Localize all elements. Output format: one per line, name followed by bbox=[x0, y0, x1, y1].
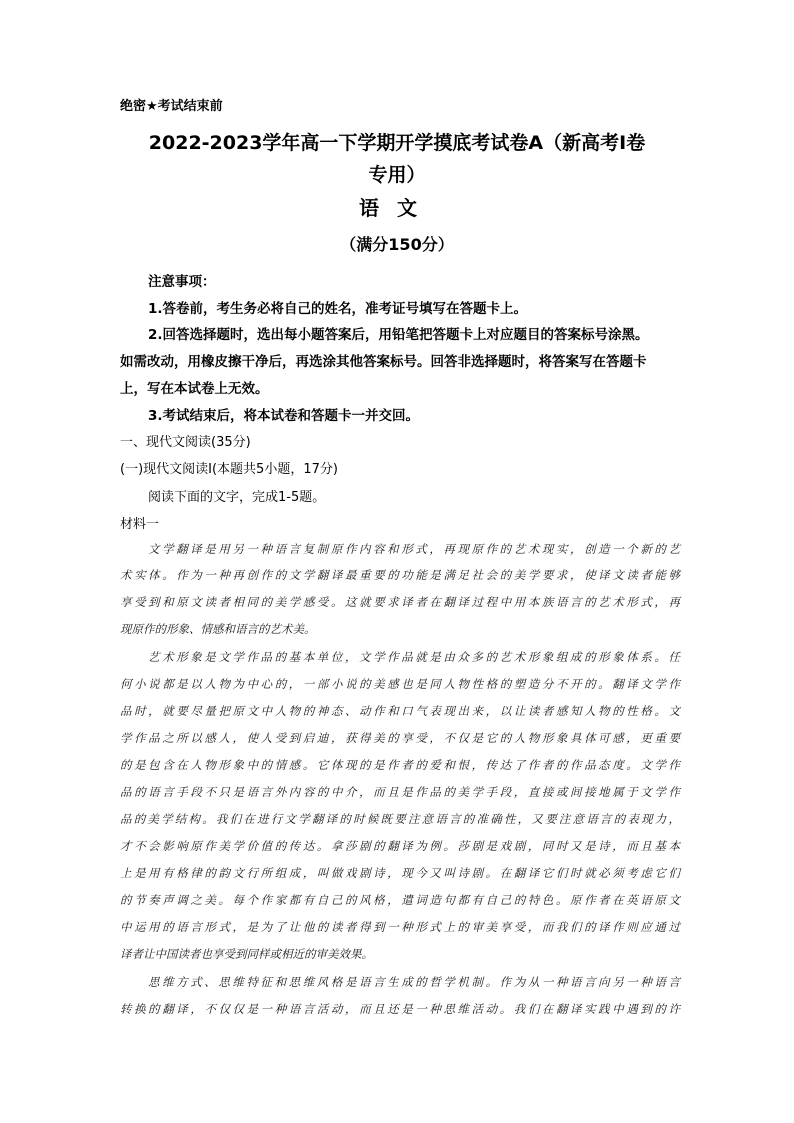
passage-line: 品的美学结构。我们在进行文学翻译的时候既要注意语言的准确性，又要注意语言的表现力， bbox=[120, 812, 680, 826]
subsection-heading: (一)现代文阅读Ⅰ(本题共5小题，17分) bbox=[120, 462, 338, 477]
passage-line: 的是包含在人物形象中的情感。它体现的是作者的爱和恨，传达了作者的作品态度。文学作 bbox=[120, 758, 680, 772]
passage-line: 享受到和原文读者相同的美学感受。这就要求译者在翻译过程中用本族语言的艺术形式，再 bbox=[120, 595, 680, 609]
passage-line: 上是用有格律的韵文行所组成，叫做戏剧诗，现今又叫诗剧。在翻译它们时就必须考虑它们 bbox=[120, 866, 680, 880]
passage-line: 术实体。作为一种再创作的文学翻译最重要的功能是满足社会的美学要求，使译文读者能够 bbox=[120, 568, 680, 582]
passage-line: 中运用的语言形式，是为了让他的读者得到一种形式上的审美享受，而我们的译作则应通过 bbox=[120, 920, 680, 934]
confidential-label: 绝密★考试结束前 bbox=[120, 99, 223, 114]
passage-line: 文学翻译是用另一种语言复制原作内容和形式，再现原作的艺术现实，创造一个新的艺 bbox=[148, 542, 680, 556]
passage-line: 品的语言手段不只是语言外内容的中介，而且是作品的美学手段，直接或间接地属于文学作 bbox=[120, 785, 680, 799]
passage-line: 艺术形象是文学作品的基本单位，文学作品就是由众多的艺术形象组成的形象体系。任 bbox=[148, 650, 680, 664]
exam-title-line2: 专用） bbox=[368, 164, 426, 186]
subject-title: 语文 bbox=[359, 196, 435, 220]
passage-line: 的节奏声调之美。每个作家都有自己的风格，遣词造句都有自己的特色。原作者在英语原文 bbox=[120, 893, 680, 907]
section-heading: 一、现代文阅读(35分) bbox=[120, 435, 251, 450]
passage-line: 才不会影响原作美学价值的传达。拿莎剧的翻译为例。莎剧是戏剧，同时又是诗，而且基本 bbox=[120, 839, 680, 853]
passage-line: 学作品之所以感人，使人受到启迪，获得美的享受，不仅是它的人物形象具体可感，更重要 bbox=[120, 731, 680, 745]
note-item-1: 1.答卷前，考生务必将自己的姓名，准考证号填写在答题卡上。 bbox=[148, 301, 528, 317]
passage-line: 何小说都是以人物为中心的，一部小说的美感也是同人物性格的塑造分不开的。翻译文学作 bbox=[120, 677, 680, 691]
passage-line: 思维方式、思维特征和思维风格是语言生成的哲学机制。作为从一种语言向另一种语言 bbox=[148, 975, 680, 989]
note-item-2-end: 上，写在本试卷上无效。 bbox=[120, 381, 269, 397]
note-item-3: 3.考试结束后，将本试卷和答题卡一并交回。 bbox=[148, 408, 420, 424]
passage-line: 译者让中国读者也享受到同样或相近的审美效果。 bbox=[120, 947, 373, 961]
note-item-2-cont: 如需改动，用橡皮擦干净后，再选涂其他答案标号。回答非选择题时，将答案写在答题卡 bbox=[120, 354, 647, 370]
passage-line: 现原作的形象、情感和语言的艺术美。 bbox=[120, 622, 316, 636]
full-score: （满分150分） bbox=[340, 235, 454, 254]
passage-line: 品时，就要尽量把原文中人物的神态、动作和口气表现出来，以让读者感知人物的性格。文 bbox=[120, 704, 680, 718]
note-item-2: 2.回答选择题时，选出每小题答案后，用铅笔把答题卡上对应题目的答案标号涂黑。 bbox=[148, 327, 649, 343]
notes-heading: 注意事项： bbox=[148, 274, 216, 290]
passage-line: 转换的翻译，不仅仅是一种语言活动，而且还是一种思维活动。我们在翻译实践中遇到的许 bbox=[120, 1002, 680, 1016]
material-label: 材料一 bbox=[120, 517, 160, 532]
reading-instruction: 阅读下面的文字，完成1-5题。 bbox=[148, 490, 326, 505]
exam-title-line1: 2022-2023学年高一下学期开学摸底考试卷A（新高考Ⅰ卷 bbox=[148, 132, 646, 154]
